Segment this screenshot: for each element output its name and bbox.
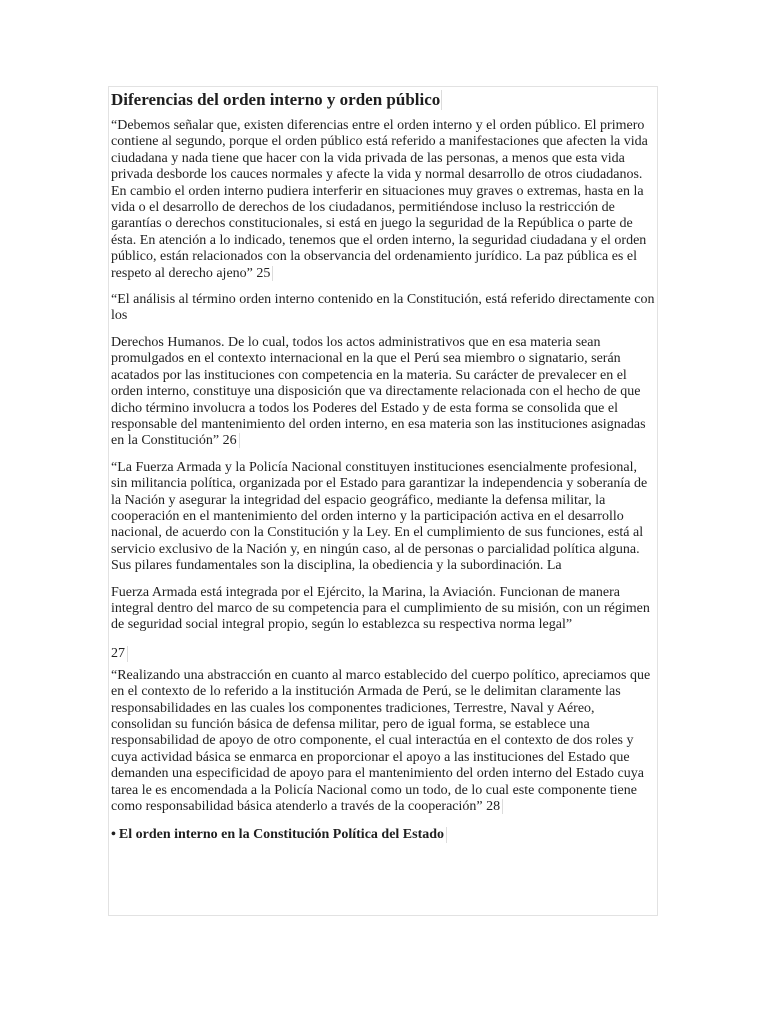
document-page [108, 86, 658, 916]
paragraph-6 [111, 668, 655, 816]
section-heading-text: El orden interno en la Constitución Política del Estado [118, 827, 445, 843]
paragraph-1 [111, 118, 655, 282]
paragraph-1-text: “Debemos señalar que, existen diferencias entre el orden interno y el orden público. El primero contiene al segundo, porque el orden público está referido a manifestaciones que afecten la vida ciudadana y nada tiene que hacer con la vida privada de las personas, a menos que esta vida privada desborde los cauces normales y afecte la vida y normal desarrollo de otros ciudadanos. En cambio el orden interno pudiera interferir en situaciones muy graves o extremas, hasta en la vida o el desarrollo de derechos de los ciudadanos, permitiéndose incluso la restricción de garantías o derechos constitucionales, si está en juego la seguridad de la República o parte de ésta. En atención a lo indicado, tenemos que el orden interno, la seguridad ciudadana y el orden público, están relacionados con la observancia del ordenamiento jurídico. La paz pública es el respeto al derecho ajeno” [111, 118, 648, 281]
paragraph-4-text: “La Fuerza Armada y la Policía Nacional constituyen instituciones esencialmente profesional, sin militancia política, organizada por el Estado para garantizar la independencia y soberanía de la Nación y asegurar la integridad del espacio geográfico, mediante la defensa militar, la cooperación en el mantenimiento del orden interno y la participación activa en el desarrollo nacional, de acuerdo con la Constitución y la Ley. En el cumplimiento de sus funciones, está al servicio exclusivo de la Nación y, en ningún caso, al de personas o parcialidad política alguna. Sus pilares fundamentales son la disciplina, la obediencia y la subordinación. La [111, 459, 648, 574]
section-heading-bullet [111, 827, 447, 843]
citation-27: 27 [111, 646, 128, 662]
citation-26: 26 [223, 433, 240, 448]
paragraph-4 [111, 460, 655, 575]
bullet-icon: • [111, 827, 116, 843]
paragraph-3-text: Derechos Humanos. De lo cual, todos los actos administrativos que en esa materia sean promulgados en el contexto internacional en la que el Perú sea miembro o signatario, serán acatados por las instituciones con competencia en la materia. Su carácter de prevalecer en el orden interno, constituye una disposición que va directamente relacionada con el hecho de que dicho término involucra a todos los Poderes del Estado y de esta forma se consolida que el responsable del mantenimiento del orden interno, en esa materia son las instituciones asignadas en la Constitución” [111, 334, 646, 449]
paragraph-5 [111, 585, 655, 634]
paragraph-2-text: “El análisis al término orden interno contenido en la Constitución, está referido directamente con los [111, 292, 655, 324]
paragraph-6-text: “Realizando una abstracción en cuanto al marco establecido del cuerpo político, apreciamos que en el contexto de lo referido a la institución Armada de Perú, se le delimitan claramente las responsabilidades en las cuales los componentes tradiciones, Terrestre, Naval y Aéreo, consolidan su función básica de defensa militar, pero de igual forma, se establece una responsabilidad de apoyo de otro componente, el cual interactúa en el contexto de dos roles y cuya actividad básica se enmarca en proporcionar el apoyo a las instituciones del Estado que demanden una especificidad de apoyo para el mantenimiento del orden interno del Estado cuya tarea le es encomendada a la Policía Nacional como un todo, de lo cual este componente tiene como responsabilidad básica atenderlo a través de la cooperación” [111, 667, 651, 815]
paragraph-2 [111, 292, 655, 325]
paragraph-3 [111, 335, 655, 450]
document-title: Diferencias del orden interno y orden público [111, 90, 441, 109]
citation-28: 28 [486, 799, 503, 814]
paragraph-5-text: Fuerza Armada está integrada por el Ejército, la Marina, la Aviación. Funcionan de manera integral dentro del marco de su competencia para el cumplimiento de su misión, con un régimen de seguridad social integral propio, según lo establezca su respectiva norma legal” [111, 584, 650, 633]
citation-25: 25 [256, 266, 273, 281]
